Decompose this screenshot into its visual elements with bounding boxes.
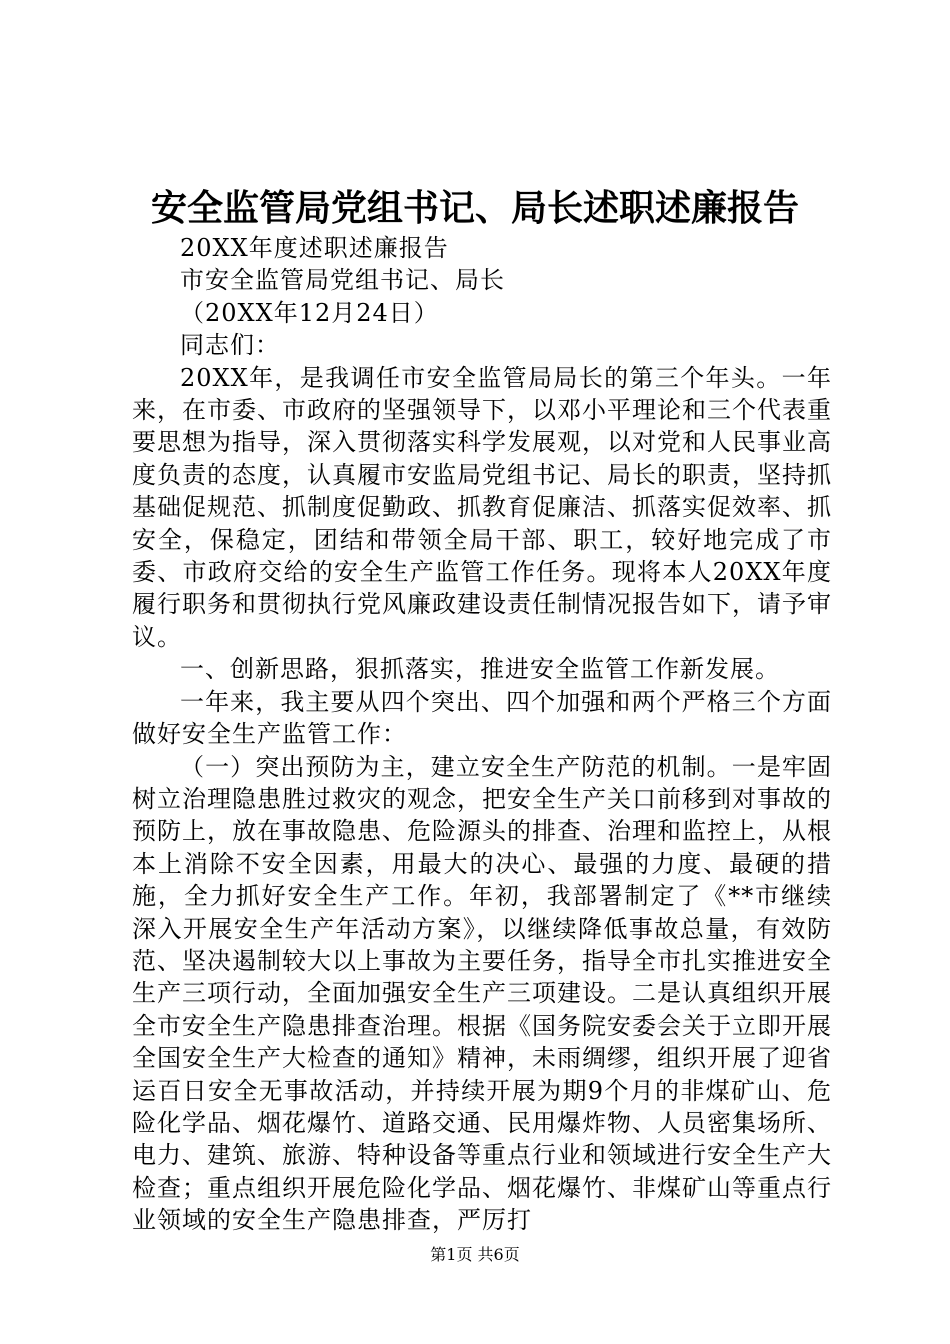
body-paragraph: 20XX年，是我调任市安全监管局局长的第三个年头。一年来，在市委、市政府的坚强领导下，以邓小平理论和三个代表重要思想为指导，深入贯彻落实科学发展观，以对党和人民事业高度负责的态度，认真履市安监局党组书记、局长的职责，坚持抓基础促规范、抓制度促勤政、抓教育促廉洁、抓落实促效率、抓安全，保稳定，团结和带领全局干部、职工，较好地完成了市委、市政府交给的安全生产监管工作任务。现将本人20XX年度履行职务和贯彻执行党风廉政建设责任制情况报告如下，请予审议。 bbox=[132, 363, 832, 651]
section-heading: 一、创新思路，狠抓落实，推进安全监管工作新发展。 bbox=[180, 655, 780, 684]
report-date: （20XX年12月24日） bbox=[180, 298, 439, 327]
body-paragraph: 一年来，我主要从四个突出、四个加强和两个严格三个方面做好安全生产监管工作： bbox=[132, 687, 832, 749]
salutation: 同志们： bbox=[180, 331, 280, 360]
body-paragraph: （一）突出预防为主，建立安全生产防范的机制。一是牢固树立治理隐患胜过救灾的观念，把安全生产关口前移到对事故的预防上，放在事故隐患、危险源头的排查、治理和监控上，从根本上消除不安全因素，用最大的决心、最强的力度、最硬的措施，全力抓好安全生产工作。年初，我部署制定了《**市继续深入开展安全生产年活动方案》，以继续降低事故总量，有效防范、坚决遏制较大以上事故为主要任务，指导全市扎实推进安全生产三项行动，全面加强安全生产三项建设。二是认真组织开展全市安全生产隐患排查治理。根据《国务院安委会关于立即开展全国安全生产大检查的通知》精神，未雨绸缪，组织开展了迎省运百日安全无事故活动，并持续开展为期9个月的非煤矿山、危险化学品、烟花爆竹、道路交通、民用爆炸物、人员密集场所、电力、建筑、旅游、特种设备等重点行业和领域进行安全生产大检查；重点组织开展危险化学品、烟花爆竹、非煤矿山等重点行业领域的安全生产隐患排查，严厉打 bbox=[132, 752, 832, 1235]
report-author-position: 市安全监管局党组书记、局长 bbox=[180, 266, 505, 295]
report-subtitle: 20XX年度述职述廉报告 bbox=[180, 234, 449, 262]
page-footer: 第1页 共6页 bbox=[430, 1245, 520, 1264]
document-body bbox=[132, 232, 832, 1237]
document-title: 安全监管局党组书记、局长述职述廉报告 bbox=[150, 187, 799, 229]
